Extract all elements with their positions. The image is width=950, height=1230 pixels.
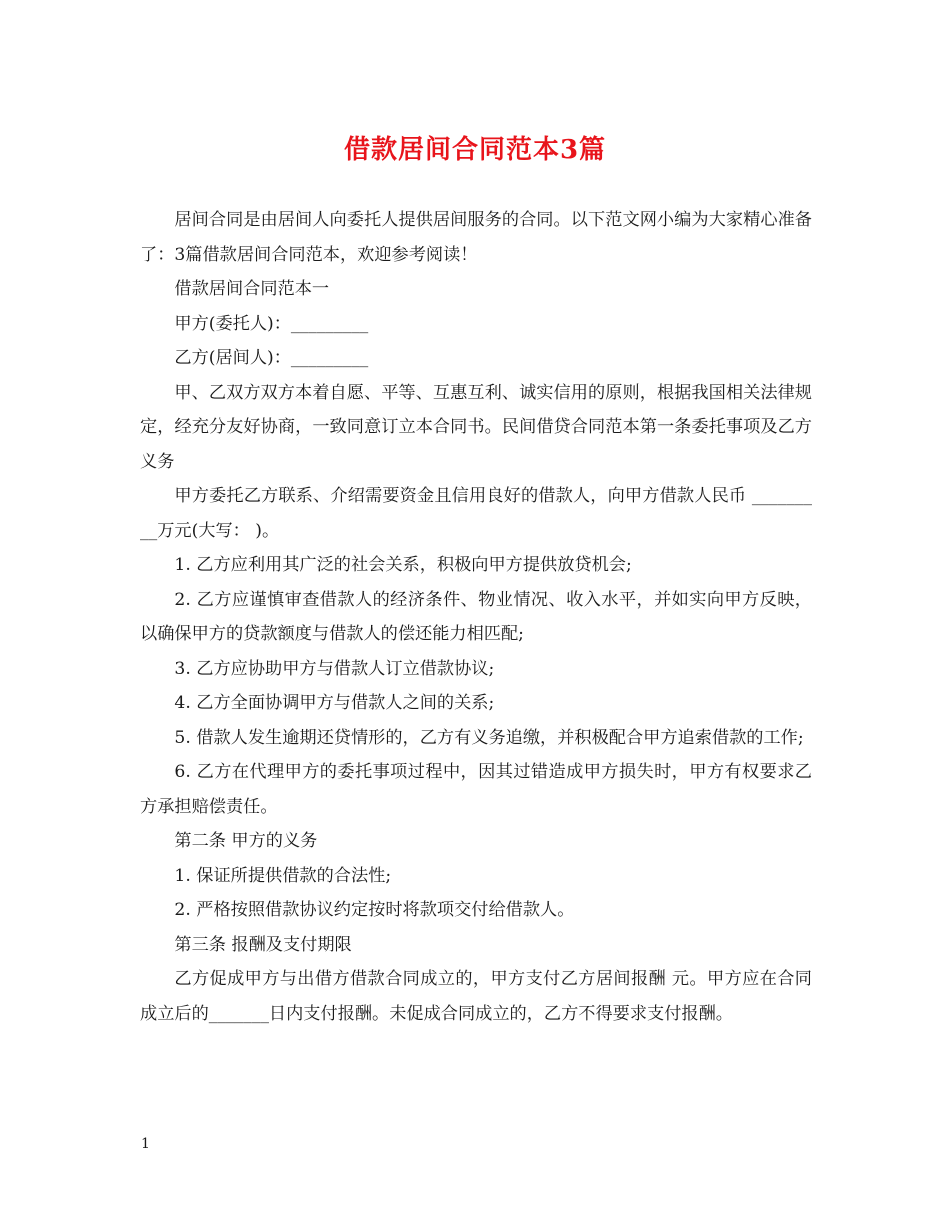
- article-two-heading: 第二条 甲方的义务: [174, 831, 318, 851]
- clause-item-6: 6. 乙方在代理甲方的委托事项过程中，因其过错造成甲方损失时，甲方有权要求乙方承担赔偿责任。: [140, 762, 812, 817]
- entrustment-paragraph: 甲方委托乙方联系、介绍需要资金且信用良好的借款人，向甲方借款人民币 _________万元(大写： )。: [140, 486, 812, 541]
- intro-paragraph: 居间合同是由居间人向委托人提供居间服务的合同。以下范文网小编为大家精心准备了：3篇借款居间合同范本，欢迎参考阅读！: [140, 210, 812, 265]
- article-three-heading: 第三条 报酬及支付期限: [174, 934, 352, 955]
- page-number: 1: [141, 1136, 150, 1152]
- clause-item-5: 5. 借款人发生逾期还贷情形的，乙方有义务追缴，并积极配合甲方追索借款的工作;: [174, 727, 804, 748]
- remuneration-paragraph: 乙方促成甲方与出借方借款合同成立的，甲方支付乙方居间报酬 元。甲方应在合同成立后的_______日内支付报酬。未促成合同成立的，乙方不得要求支付报酬。: [140, 969, 812, 1024]
- clause-item-2: 2. 乙方应谨慎审查借款人的经济条件、物业情况、收入水平，并如实向甲方反映，以确保甲方的贷款额度与借款人的偿还能力相匹配;: [140, 589, 812, 644]
- article-two-item-1: 1. 保证所提供借款的合法性;: [174, 865, 392, 886]
- clause-item-3: 3. 乙方应协助甲方与借款人订立借款协议;: [174, 658, 495, 679]
- preamble-paragraph: 甲、乙双方双方本着自愿、平等、互惠互利、诚实信用的原则，根据我国相关法律规定，经充分友好协商，一致同意订立本合同书。民间借贷合同范本第一条委托事项及乙方义务: [140, 382, 812, 472]
- clause-item-4: 4. 乙方全面协调甲方与借款人之间的关系;: [174, 693, 495, 713]
- clause-item-1: 1. 乙方应利用其广泛的社会关系，积极向甲方提供放贷机会;: [174, 555, 632, 575]
- party-b-line: 乙方(居间人)：_________: [174, 348, 369, 368]
- article-two-item-2: 2. 严格按照借款协议约定按时将款项交付给借款人。: [174, 900, 575, 920]
- section-heading-template-one: 借款居间合同范本一: [174, 279, 330, 299]
- party-a-line: 甲方(委托人)：_________: [174, 313, 369, 334]
- document-body: [140, 203, 812, 1031]
- document-title: 借款居间合同范本3篇: [343, 135, 607, 165]
